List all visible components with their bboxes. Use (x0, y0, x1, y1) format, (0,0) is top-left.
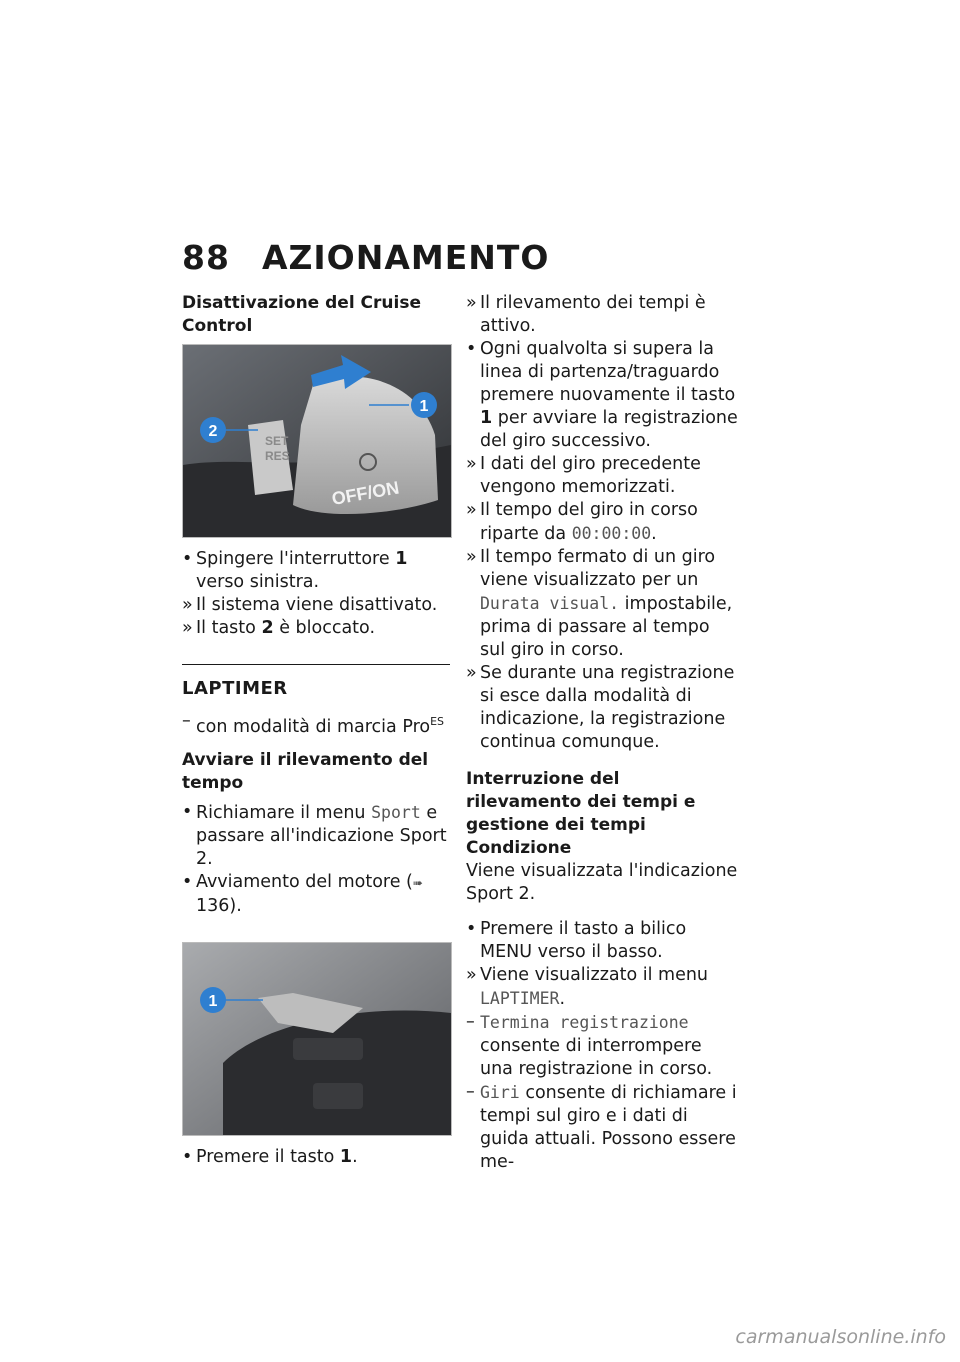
page-number: 88 (182, 238, 230, 277)
watermark: carmanualsonline.info (735, 1326, 946, 1348)
step-next-lap: • Ogni qualvolta si supera la linea di partenza/traguardo premere nuovamente il tasto 1 per avviare la registrazione del giro successivo. (466, 339, 738, 451)
page-header (182, 238, 549, 277)
result-button-locked: » Il tasto 2 è bloccato. (182, 618, 376, 638)
step-open-sport-menu: • Richiamare il menu Sport e passare all'indicazione Sport 2. (182, 801, 447, 869)
heading-stop-timing: Interruzione del rilevamento dei tempi e gestione dei tempi (466, 769, 696, 835)
result-lap-saved: » I dati del giro precedente vengono memorizzati. (466, 454, 701, 497)
result-stopped-time: » Il tempo fermato di un giro viene visualizzato per un Durata visual. impostabile, prima di passare al tempo sul giro in corso. (466, 547, 733, 660)
condition-pro-mode: – con modalità di marcia Pro$^{ES}$ (182, 711, 445, 737)
page-ref-arrow-icon: ➠ (412, 875, 423, 890)
heading-start-timing: Avviare il rilevamento del tempo (182, 749, 429, 793)
figure-laptimer-button (182, 942, 452, 1136)
figure-cruise-switch (182, 344, 452, 538)
result-recording-continues: » Se durante una registrazione si esce dalla modalità di indicazione, la registrazione continua comunque. (466, 663, 735, 752)
laptimer-button-illustration (183, 943, 451, 1135)
callout-1: 1 (208, 992, 218, 1010)
step-start-engine: • Avviamento del motore (➠ 136). (182, 871, 423, 916)
heading-condition: Condizione (466, 838, 572, 858)
heading-cruise-off: Disattivazione del Cruise Control (182, 293, 421, 336)
result-timing-active: » Il rilevamento dei tempi è attivo. (466, 293, 706, 336)
section-laptimer: LAPTIMER (182, 664, 450, 700)
section-title: AZIONAMENTO (261, 238, 550, 277)
label-set: SET (265, 434, 289, 448)
option-end-recording: – Termina registrazione consente di interrompere una registrazione in corso. (466, 1012, 713, 1079)
step-press-button-1: • Premere il tasto 1. (182, 1146, 358, 1167)
right-column (466, 292, 738, 1174)
result-lap-restart: » Il tempo del giro in corso riparte da 00:00:00. (466, 500, 698, 544)
left-column (182, 292, 450, 1169)
cruise-switch-illustration (183, 345, 451, 537)
step-push-switch: • Spingere l'interruttore 1 verso sinistra. (182, 549, 408, 592)
result-laptimer-menu: » Viene visualizzato il menu LAPTIMER. (466, 965, 709, 1009)
label-offon: OFF/ON (330, 477, 401, 509)
option-laps: – Giri consente di richiamare i tempi sul giro e i dati di guida attuali. Possono essere me- (466, 1082, 737, 1172)
condition-sport2: Viene visualizzata l'indicazione Sport 2. (466, 861, 738, 904)
callout-2: 2 (208, 423, 218, 440)
callout-1: 1 (419, 398, 429, 415)
result-system-off: » Il sistema viene disattivato. (182, 595, 438, 615)
label-res: RES (265, 449, 290, 463)
step-press-menu: • Premere il tasto a bilico MENU verso il basso. (466, 919, 687, 962)
